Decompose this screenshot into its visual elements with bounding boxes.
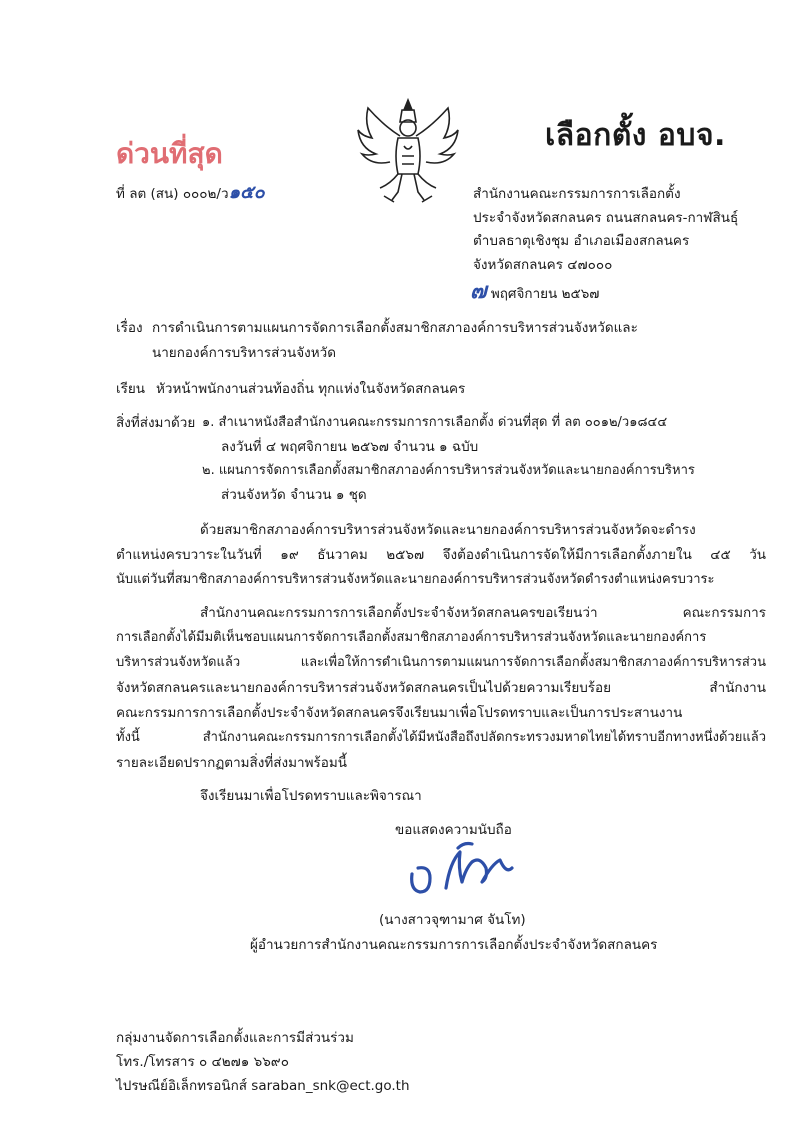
body-paragraph-line: รายละเอียดปรากฏตามสิ่งที่ส่งมาพร้อมนี้ [116, 755, 347, 771]
garuda-emblem-icon [354, 96, 462, 208]
signer-position: ผู้อำนวยการสำนักงานคณะกรรมการการเลือกตั้งประจำจังหวัดสกลนคร [250, 937, 658, 953]
subject-label: เรื่อง [116, 320, 143, 336]
recipient-text: หัวหน้าพนักงานส่วนท้องถิ่น ทุกแห่งในจังหวัดสกลนคร [156, 381, 466, 397]
footer-email: ไปรษณีย์อิเล็กทรอนิกส์ saraban_snk@ect.go.th [116, 1078, 410, 1094]
election-title: เลือกตั้ง อบจ. [545, 118, 726, 153]
letter-date [470, 279, 600, 304]
body-paragraph-line: ตำแหน่งครบวาระในวันที่ ๑๙ ธันวาคม ๒๕๖๗ จึงต้องดำเนินการจัดให้มีการเลือกตั้งภายใน ๔๕ วัน [116, 547, 766, 563]
attachment-item: ๒. แผนการจัดการเลือกตั้งสมาชิกสภาองค์การบริหารส่วนจังหวัดและนายกองค์การบริหาร [202, 463, 695, 478]
attachment-item: ลงวันที่ ๔ พฤศจิกายน ๒๕๖๗ จำนวน ๑ ฉบับ [221, 439, 479, 455]
signer-name: (นางสาวจุฑามาศ จันโท) [379, 912, 526, 928]
body-paragraph-line: คณะกรรมการการเลือกตั้งประจำจังหวัดสกลนครจึงเรียนมาเพื่อโปรดทราบและเป็นการประสานงาน [116, 705, 683, 721]
body-paragraph-line: สำนักงานคณะกรรมการการเลือกตั้งประจำจังหวัดสกลนครขอเรียนว่า คณะกรรมการ [200, 605, 766, 621]
attachment-item: ๑. สำเนาหนังสือสำนักงานคณะกรรมการการเลือกตั้ง ด่วนที่สุด ที่ ลต ๐๐๑๒/ว๑๘๔๔ [202, 415, 668, 430]
body-paragraph-line: ด้วยสมาชิกสภาองค์การบริหารส่วนจังหวัดและนายกองค์การบริหารส่วนจังหวัดจะดำรง [200, 522, 696, 538]
attachments-label: สิ่งที่ส่งมาด้วย [116, 415, 196, 431]
body-paragraph-line: นับแต่วันที่สมาชิกสภาองค์การบริหารส่วนจังหวัดและนายกองค์การบริหารส่วนจังหวัดดำรงตำแหน่งครบวาระ [116, 572, 715, 587]
recipient-label: เรียน [116, 381, 146, 397]
reference-prefix: ที่ ลต (สน) ๐๐๐๒/ว [116, 186, 229, 202]
body-paragraph-line: บริหารส่วนจังหวัดแล้ว และเพื่อให้การดำเนินการตามแผนการจัดการเลือกตั้งสมาชิกสภาองค์การบริหารส่วน [116, 655, 766, 670]
date-month-year: พฤศจิกายน ๒๕๖๗ [490, 286, 600, 302]
subject-line: การดำเนินการตามแผนการจัดการเลือกตั้งสมาชิกสภาองค์การบริหารส่วนจังหวัดและ [152, 320, 638, 336]
office-line: ประจำจังหวัดสกลนคร ถนนสกลนคร-กาฬสินธุ์ [473, 209, 739, 226]
reference-handwritten: ๑๕๐ [228, 182, 265, 203]
signature-mark [400, 838, 540, 902]
footer-unit: กลุ่มงานจัดการเลือกตั้งและการมีส่วนร่วม [116, 1030, 354, 1046]
reference-number [116, 183, 265, 204]
body-paragraph-line: ทั้งนี้ สำนักงานคณะกรรมการการเลือกตั้งได้มีหนังสือถึงปลัดกระทรวงมหาดไทยได้ทราบอีกทางหนึ่งด้วยแล้ว [116, 730, 766, 745]
office-address [473, 183, 738, 277]
attachment-item: ส่วนจังหวัด จำนวน ๑ ชุด [221, 487, 367, 503]
date-day-handwritten: ๗ [470, 279, 487, 304]
office-line: สำนักงานคณะกรรมการการเลือกตั้ง [473, 186, 681, 202]
body-paragraph-line: จังหวัดสกลนครและนายกองค์การบริหารส่วนจังหวัดสกลนครเป็นไปด้วยความเรียบร้อย สำนักงาน [116, 680, 766, 696]
urgency-stamp: ด่วนที่สุด [116, 137, 223, 170]
subject-line: นายกองค์การบริหารส่วนจังหวัด [152, 345, 336, 361]
body-paragraph-line: การเลือกตั้งได้มีมติเห็นชอบแผนการจัดการเลือกตั้งสมาชิกสภาองค์การบริหารส่วนจังหวัดและนายกองค์การ [116, 630, 707, 645]
office-line: จังหวัดสกลนคร ๔๗๐๐๐ [473, 256, 613, 273]
closing-sentence: จึงเรียนมาเพื่อโปรดทราบและพิจารณา [200, 788, 422, 804]
regards: ขอแสดงความนับถือ [395, 822, 512, 838]
office-line: ตำบลธาตุเชิงชุม อำเภอเมืองสกลนคร [473, 233, 690, 249]
footer-phone: โทร./โทรสาร ๐ ๔๒๗๑ ๖๖๙๐ [116, 1054, 289, 1070]
